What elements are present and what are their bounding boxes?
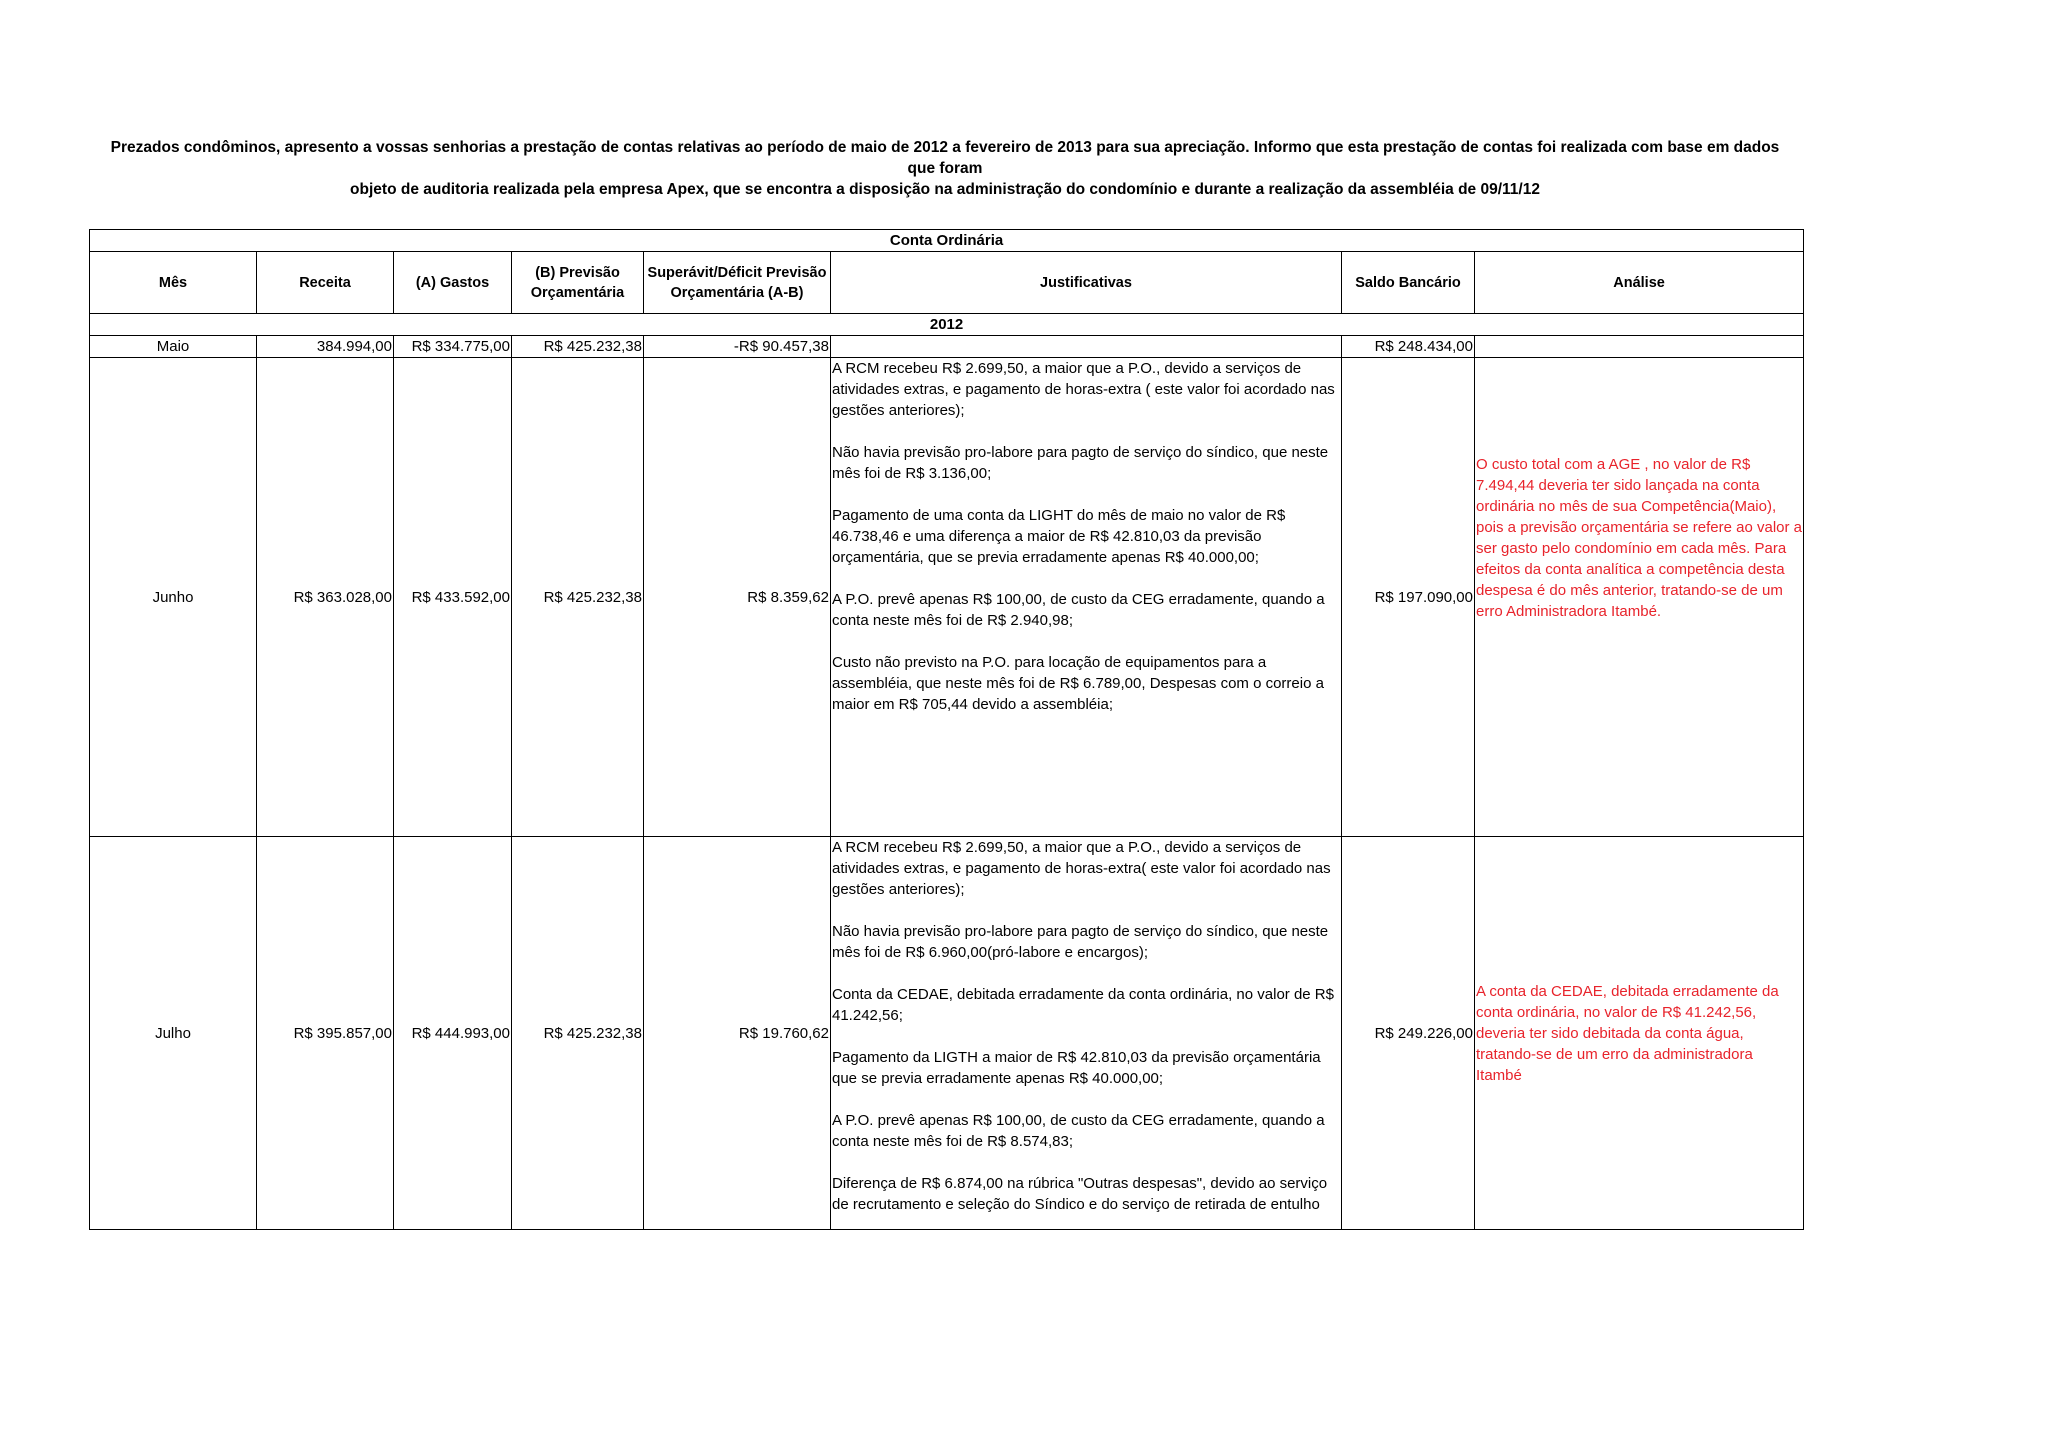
cell-analise: O custo total com a AGE , no valor de R$ 7.494,44 deveria ter sido lançada na conta ordinária no mês de sua Competência(Maio), pois a previsão orçamentária se refere ao valor a ser gasto pelo condomínio em cada mês. Para efeitos da conta analítica a competência desta despesa é do mês anterior, tratando-se de um erro Administradora Itambé. bbox=[1475, 358, 1804, 837]
justificativa-item: Conta da CEDAE, debitada erradamente da conta ordinária, no valor de R$ 41.242,56; bbox=[832, 986, 1334, 1024]
cell-previsao: R$ 425.232,38 bbox=[512, 336, 644, 358]
cell-gastos: R$ 334.775,00 bbox=[394, 336, 512, 358]
cell-receita: 384.994,00 bbox=[257, 336, 394, 358]
intro-line-2: objeto de auditoria realizada pela empresa Apex, que se encontra a disposição na administração do condomínio e durante a realização da assembléia de 09/11/12 bbox=[350, 181, 1540, 198]
intro-text bbox=[100, 137, 1790, 200]
cell-mes: Julho bbox=[90, 837, 257, 1230]
table-row bbox=[90, 837, 1804, 1230]
cell-previsao: R$ 425.232,38 bbox=[512, 358, 644, 837]
cell-mes: Maio bbox=[90, 336, 257, 358]
cell-saldo: R$ 248.434,00 bbox=[1342, 336, 1475, 358]
table-row bbox=[90, 336, 1804, 358]
header-mes: Mês bbox=[90, 252, 257, 314]
header-row bbox=[90, 252, 1804, 314]
header-analise: Análise bbox=[1475, 252, 1804, 314]
cell-justificativas bbox=[831, 358, 1342, 837]
cell-receita: R$ 363.028,00 bbox=[257, 358, 394, 837]
header-saldo: Saldo Bancário bbox=[1342, 252, 1475, 314]
table-title: Conta Ordinária bbox=[90, 230, 1804, 252]
justificativa-item: Diferença de R$ 6.874,00 na rúbrica "Outras despesas", devido ao serviço de recrutamento e seleção do Síndico e do serviço de retirada de entulho bbox=[832, 1175, 1328, 1213]
table-row bbox=[90, 358, 1804, 837]
cell-superavit: R$ 19.760,62 bbox=[644, 837, 831, 1230]
justificativa-item: A RCM recebeu R$ 2.699,50, a maior que a P.O., devido a serviços de atividades extras, e pagamento de horas-extra ( este valor foi acordado nas gestões anteriores); bbox=[832, 360, 1335, 419]
header-justificativas: Justificativas bbox=[831, 252, 1342, 314]
justificativa-item: Não havia previsão pro-labore para pagto de serviço do síndico, que neste mês foi de R$ 3.136,00; bbox=[832, 444, 1329, 482]
cell-previsao: R$ 425.232,38 bbox=[512, 837, 644, 1230]
cell-gastos: R$ 433.592,00 bbox=[394, 358, 512, 837]
justificativa-item: A P.O. prevê apenas R$ 100,00, de custo da CEG erradamente, quando a conta neste mês foi de R$ 2.940,98; bbox=[832, 591, 1325, 629]
justificativa-item: A P.O. prevê apenas R$ 100,00, de custo da CEG erradamente, quando a conta neste mês foi de R$ 8.574,83; bbox=[832, 1112, 1325, 1150]
cell-superavit: -R$ 90.457,38 bbox=[644, 336, 831, 358]
intro-line-1: Prezados condôminos, apresento a vossas senhorias a prestação de contas relativas ao período de maio de 2012 a fevereiro de 2013 para sua apreciação. Informo que esta prestação de contas foi realizada com base em dados que foram bbox=[110, 139, 1780, 177]
cell-saldo: R$ 249.226,00 bbox=[1342, 837, 1475, 1230]
cell-mes: Junho bbox=[90, 358, 257, 837]
cell-analise bbox=[1475, 336, 1804, 358]
cell-justificativas bbox=[831, 336, 1342, 358]
header-gastos: (A) Gastos bbox=[394, 252, 512, 314]
year-row: 2012 bbox=[90, 314, 1804, 336]
header-superavit: Superávit/Déficit Previsão Orçamentária (A-B) bbox=[644, 252, 831, 314]
justificativa-item: Pagamento da LIGTH a maior de R$ 42.810,03 da previsão orçamentária que se previa erradamente apenas R$ 40.000,00; bbox=[832, 1049, 1321, 1087]
justificativa-item: Não havia previsão pro-labore para pagto de serviço do síndico, que neste mês foi de R$ 6.960,00(pró-labore e encargos); bbox=[832, 923, 1329, 961]
justificativa-item: A RCM recebeu R$ 2.699,50, a maior que a P.O., devido a serviços de atividades extras, e pagamento de horas-extra( este valor foi acordado nas gestões anteriores); bbox=[832, 839, 1331, 898]
cell-saldo: R$ 197.090,00 bbox=[1342, 358, 1475, 837]
header-receita: Receita bbox=[257, 252, 394, 314]
justificativa-item: Custo não previsto na P.O. para locação de equipamentos para a assembléia, que neste mês foi de R$ 6.789,00, Despesas com o correio a maior em R$ 705,44 devido a assembléia; bbox=[832, 654, 1324, 713]
cell-justificativas bbox=[831, 837, 1342, 1230]
justificativa-item: Pagamento de uma conta da LIGHT do mês de maio no valor de R$ 46.738,46 e uma diferença a maior de R$ 42.810,03 da previsão orçamentária, que se previa erradamente apenas R$ 40.000,00; bbox=[832, 507, 1286, 566]
cell-gastos: R$ 444.993,00 bbox=[394, 837, 512, 1230]
conta-ordinaria-table bbox=[89, 229, 1804, 1230]
cell-analise: A conta da CEDAE, debitada erradamente da conta ordinária, no valor de R$ 41.242,56, deveria ter sido debitada da conta água, tratando-se de um erro da administradora Itambé bbox=[1475, 837, 1804, 1230]
cell-receita: R$ 395.857,00 bbox=[257, 837, 394, 1230]
cell-superavit: R$ 8.359,62 bbox=[644, 358, 831, 837]
header-previsao: (B) Previsão Orçamentária bbox=[512, 252, 644, 314]
